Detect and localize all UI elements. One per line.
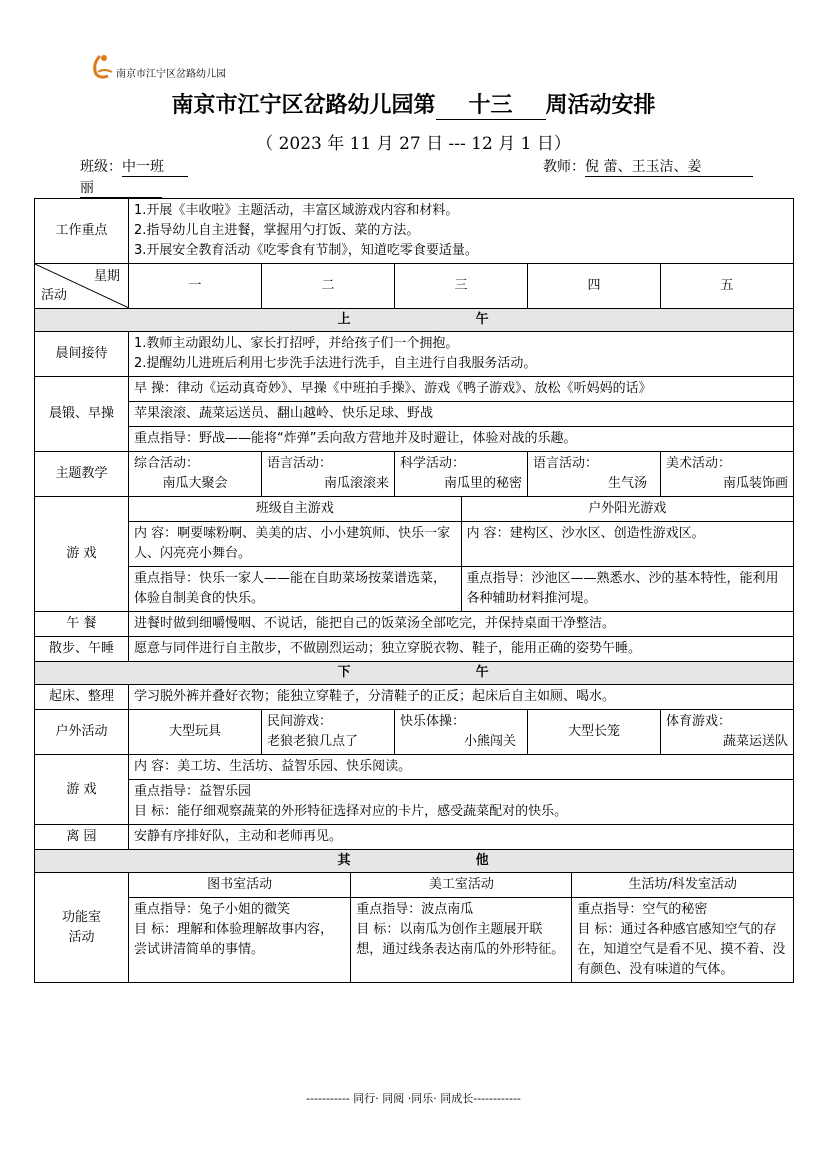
outdoor-activity [528,710,661,755]
exercise-row [35,377,794,452]
room-detail [351,898,572,983]
games-pm-guide [129,780,793,825]
exercise-label: 晨锻、早操 [35,377,129,452]
outdoor-activity-name: 蔬菜运送队 [723,734,789,749]
days-row [35,264,794,309]
outdoor-activity-type: 民间游戏： [267,714,333,729]
outdoor-row [35,710,794,755]
focus-line: 1.开展《丰收啦》主题活动，丰富区域游戏内容和材料。 [134,203,459,218]
theme-row [35,452,794,497]
day-header: 五 [661,264,794,309]
theme-activity-type: 科学活动： [400,456,466,471]
theme-activity-type: 语言活动： [533,456,599,471]
reception-label: 晨间接待 [35,332,129,377]
lunch-row [35,612,794,637]
games-pm-content [129,755,794,825]
focus-line: 3.开展安全教育活动《吃零食有节制》，知道吃零食要适量。 [134,243,478,258]
outdoor-game-heading: 户外阳光游戏 [461,497,793,522]
class-info [80,156,188,177]
date-range: （ 2023 年 11 月 27 日 --- 12 月 1 日） [256,134,571,154]
day-header: 三 [395,264,528,309]
section-char: 其 [337,853,353,868]
lunch-label: 午 餐 [35,612,129,637]
theme-activity [129,452,262,497]
theme-activity-name: 南瓜里的秘密 [443,476,522,491]
section-char: 午 [475,665,491,680]
outdoor-activity-name: 老狼老狼几点了 [267,734,359,749]
room-goal: 目 标：以南瓜为创作主题展开联想，通过线条表达南瓜的外形特征。 [356,922,565,957]
function-room-label-line: 活动 [68,929,95,945]
focus-row [35,199,794,264]
theme-label: 主题教学 [35,452,129,497]
section-char: 下 [337,665,353,680]
class-game-heading: 班级自主游戏 [255,501,334,516]
day-header: 四 [528,264,661,309]
weekly-plan-table [34,198,794,983]
theme-activity-name: 南瓜滚滚来 [323,476,389,491]
walk-row [35,637,794,662]
outdoor-activity-type: 快乐体操： [400,714,466,729]
games-am-content [129,497,794,612]
games-pm-guide-line: 重点指导：益智乐园 [134,784,252,799]
games-pm-row [35,755,794,825]
school-logo [90,50,290,80]
teacher-value: 倪 蕾、王玉洁、姜 [585,156,753,177]
exercise-guide: 重点指导：野战——能将“炸弹”丢向敌方营地并及时避让，体验对战的乐趣。 [129,427,793,452]
class-label: 班级： [80,159,122,175]
reception-row [35,332,794,377]
section-char: 午 [475,312,491,327]
games-am-label: 游 戏 [35,497,129,612]
outdoor-activity [395,710,528,755]
walk-content: 愿意与同伴进行自主散步，不做剧烈运动；独立穿脱衣物、鞋子，能用正确的姿势午睡。 [129,637,794,662]
reception-line: 1.教师主动跟幼儿、家长打招呼，并给孩子们一个拥抱。 [134,336,459,351]
afternoon-section-header [35,662,794,685]
section-char: 上 [337,312,353,327]
outdoor-activity-name: 大型长笼 [567,724,620,739]
page-footer: ----------- 同行· 同阅 ·同乐· 同成长------------ [306,1092,521,1105]
reception-content [129,332,794,377]
wakeup-label: 起床、整理 [35,685,129,710]
theme-activity-name: 南瓜装饰画 [723,476,789,491]
outdoor-label: 户外活动 [35,710,129,755]
other-section-header [35,850,794,873]
theme-activity [395,452,528,497]
morning-section-row [35,309,794,332]
outdoor-activity-type: 体育游戏： [666,714,732,729]
room-heading: 美工室活动 [351,873,572,898]
games-pm-areas: 内 容：美工坊、生活坊、益智乐园、快乐阅读。 [134,759,412,774]
function-room-row [35,873,794,983]
theme-activity-name: 生气汤 [607,476,647,491]
outdoor-game-guide: 重点指导：沙池区——熟悉水、沙的基本特性，能利用各种辅助材料推河堤。 [461,567,793,612]
wakeup-row [35,685,794,710]
title-suffix: 周活动安排 [545,93,656,118]
section-char: 他 [475,853,491,868]
day-header: 二 [262,264,395,309]
room-detail [129,898,351,983]
theme-activity-type: 美术活动： [666,456,732,471]
exercise-morning-drill: 早 操：律动《运动真奇妙》、早操《中班拍手操》、游戏《鸭子游戏》、放松《听妈妈的话》 [134,381,652,396]
leave-label: 离 园 [35,825,129,850]
outdoor-activity-name: 大型玩具 [168,724,221,739]
leave-row [35,825,794,850]
day-activity-corner [35,264,129,309]
games-pm-label: 游 戏 [35,755,129,825]
room-detail [572,898,793,983]
morning-section-header [35,309,794,332]
teacher-info-cont [80,177,162,198]
theme-activity [528,452,661,497]
class-game-guide: 重点指导：快乐一家人——能在自助菜场按菜谱选菜，体验自制美食的快乐。 [129,567,461,612]
other-section-row [35,850,794,873]
room-goal: 目 标：通过各种感官感知空气的存在，知道空气是看不见、摸不着、没有颜色、没有味道的气体。 [577,922,786,977]
teacher-label: 教师： [543,159,585,175]
reception-line: 2.提醒幼儿进班后利用七步洗手法进行洗手，自主进行自我服务活动。 [134,356,537,371]
lunch-content: 进餐时做到细嚼慢咽、不说话，能把自己的饭菜汤全部吃完，并保持桌面干净整洁。 [129,612,794,637]
title-prefix: 南京市江宁区岔路幼儿园第 [171,93,436,118]
wakeup-content: 学习脱外裤并叠好衣物；能独立穿鞋子，分清鞋子的正反；起床后自主如厕、喝水。 [129,685,794,710]
room-guide: 重点指导：兔子小姐的微笑 [134,902,291,917]
outdoor-activity [129,710,262,755]
function-room-label-line: 功能室 [61,909,101,925]
logo-text: 南京市江宁区岔路幼儿园 [116,69,226,80]
corner-activity: 活动 [41,288,68,303]
outdoor-game-content: 内 容：建构区、沙水区、创造性游戏区。 [461,522,793,567]
teacher-info [543,156,753,177]
room-guide: 重点指导：波点南瓜 [356,902,474,917]
page-title [0,88,827,120]
games-pm-goal-line: 目 标：能仔细观察蔬菜的外形特征选择对应的卡片，感受蔬菜配对的快乐。 [134,804,568,819]
theme-activity-name: 南瓜大聚会 [162,476,228,491]
leave-content: 安静有序排好队，主动和老师再见。 [129,825,794,850]
day-header: 一 [129,264,262,309]
week-number: 十三 [436,88,546,120]
focus-content [129,199,794,264]
function-room-content [129,873,794,983]
class-value: 中一班 [122,156,188,177]
afternoon-section-row [35,662,794,685]
class-game-content: 内 容：啊要嗦粉啊、美美的店、小小建筑师、快乐一家人、闪亮亮小舞台。 [129,522,461,567]
outdoor-activity [661,710,794,755]
games-am-row [35,497,794,612]
room-goal: 目 标：理解和体验理解故事内容，尝试讲清简单的事情。 [134,922,334,957]
focus-label: 工作重点 [35,199,129,264]
theme-activity [262,452,395,497]
theme-activity-type: 语言活动： [267,456,333,471]
teacher-value-cont: 丽 [80,177,162,198]
outdoor-activity-name: 小熊闯关 [463,734,516,749]
walk-label: 散步、午睡 [35,637,129,662]
function-room-label [35,873,129,983]
room-heading: 生活坊/科发室活动 [572,873,793,898]
theme-activity [661,452,794,497]
exercise-games: 苹果滚滚、蔬菜运送员、翻山越岭、快乐足球、野战 [129,402,793,427]
corner-weekday: 星期 [93,269,120,284]
exercise-content [129,377,794,452]
outdoor-activity [262,710,395,755]
focus-line: 2.指导幼儿自主进餐，掌握用勺打饭、菜的方法。 [134,223,420,238]
room-heading: 图书室活动 [207,877,273,892]
room-guide: 重点指导：空气的秘密 [577,902,708,917]
theme-activity-type: 综合活动： [134,456,200,471]
logo-icon [90,50,118,80]
